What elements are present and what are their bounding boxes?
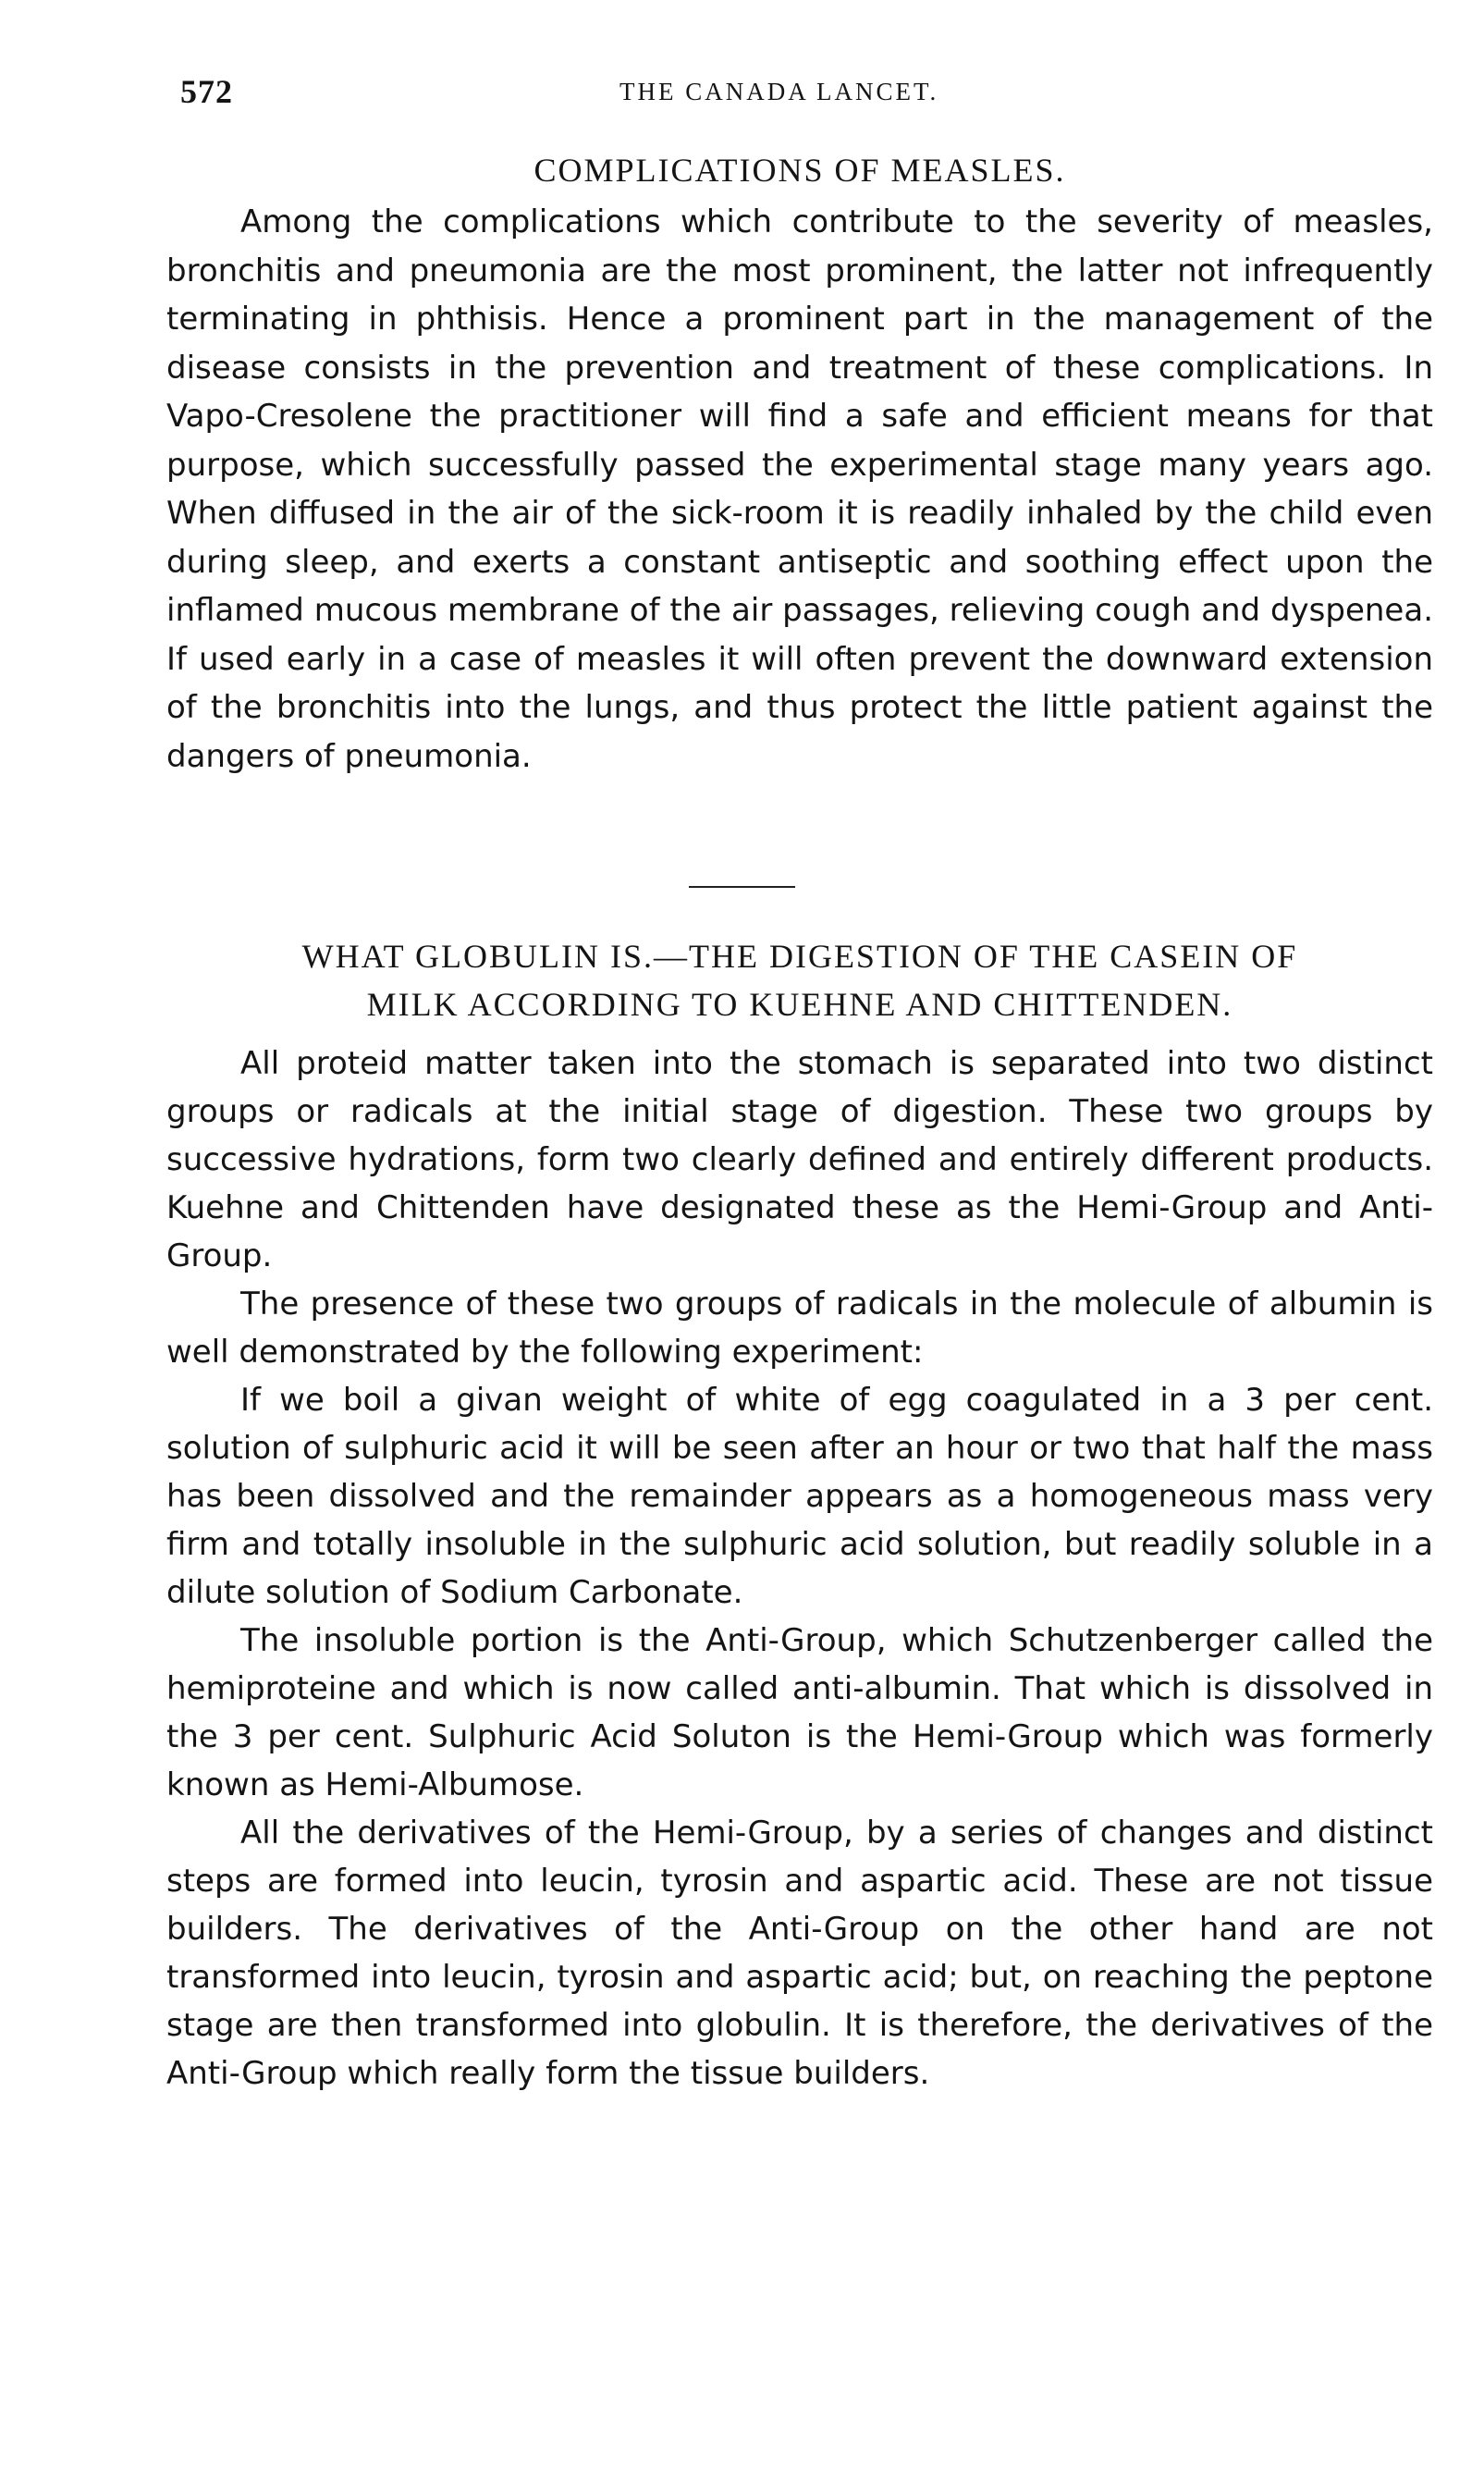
article-complications-of-measles <box>166 146 1433 781</box>
section-divider <box>689 886 795 888</box>
article-paragraph: All the derivatives of the Hemi-Group, by a series of changes and distinct steps are formed into leucin, tyrosin and aspartic acid. These are not tissue builders. The derivatives of the Anti-Group on the other hand are not transformed into leucin, tyrosin and aspartic acid; but, on reaching the peptone stage are then transformed into globulin. It is therefore, the derivatives of the Anti-Group which really form the tissue builders. <box>166 1815 1433 2092</box>
article-title-line: WHAT GLOBULIN IS.—THE DIGESTION OF THE CASEIN OF <box>301 938 1298 975</box>
article-paragraph: Among the complications which contribute to the severity of measles, bronchitis and pneumonia are the most prominent, the latter not infrequently terminating in phthisis. Hence a prominent part in the management of the disease consists in the prevention and treatment of these complications. In Vapo-Cresolene the practitioner will find a safe and efficient means for that purpose, which successfully passed the experimental stage many years ago. When diffused in the air of the sick-room it is readily inhaled by the child even during sleep, and exerts a constant antiseptic and soothing effect upon the inflamed mucous membrane of the air passages, relieving cough and dyspenea. If used early in a case of measles it will often prevent the downward extension of the bronchitis into the lungs, and thus protect the little patient against the dangers of pneumonia. <box>166 203 1433 775</box>
article-paragraph: All proteid matter taken into the stomach is separated into two distinct groups or radicals at the initial stage of digestion. These two groups by successive hydrations, form two clearly defined and entirely different products. Kuehne and Chittenden have designated these as the Hemi-Group and Anti-Group. <box>166 1045 1433 1274</box>
page-number: 572 <box>180 73 233 110</box>
article-title <box>166 932 1433 1028</box>
article-paragraph: If we boil a givan weight of white of egg coagulated in a 3 per cent. solution of sulphuric acid it will be seen after an hour or two that half the mass has been dissolved and the remainder appears as a homogeneous mass very firm and totally insoluble in the sulphuric acid solution, but readily soluble in a dilute solution of Sodium Carbonate. <box>166 1382 1433 1611</box>
article-what-globulin-is <box>166 932 1433 2098</box>
article-title: COMPLICATIONS OF MEASLES. <box>534 152 1066 189</box>
journal-title: THE CANADA LANCET. <box>619 78 939 105</box>
article-title-line: MILK ACCORDING TO KUEHNE AND CHITTENDEN. <box>366 986 1233 1023</box>
article-paragraph: The insoluble portion is the Anti-Group, which Schutzenberger called the hemiproteine and which is now called anti-albumin. That which is dissolved in the 3 per cent. Sulphuric Acid Soluton is the Hemi-Group which was formerly known as Hemi-Albumose. <box>166 1622 1433 1803</box>
article-paragraph: The presence of these two groups of radicals in the molecule of albumin is well demonstrated by the following experiment: <box>166 1286 1433 1371</box>
running-head <box>180 72 1410 118</box>
